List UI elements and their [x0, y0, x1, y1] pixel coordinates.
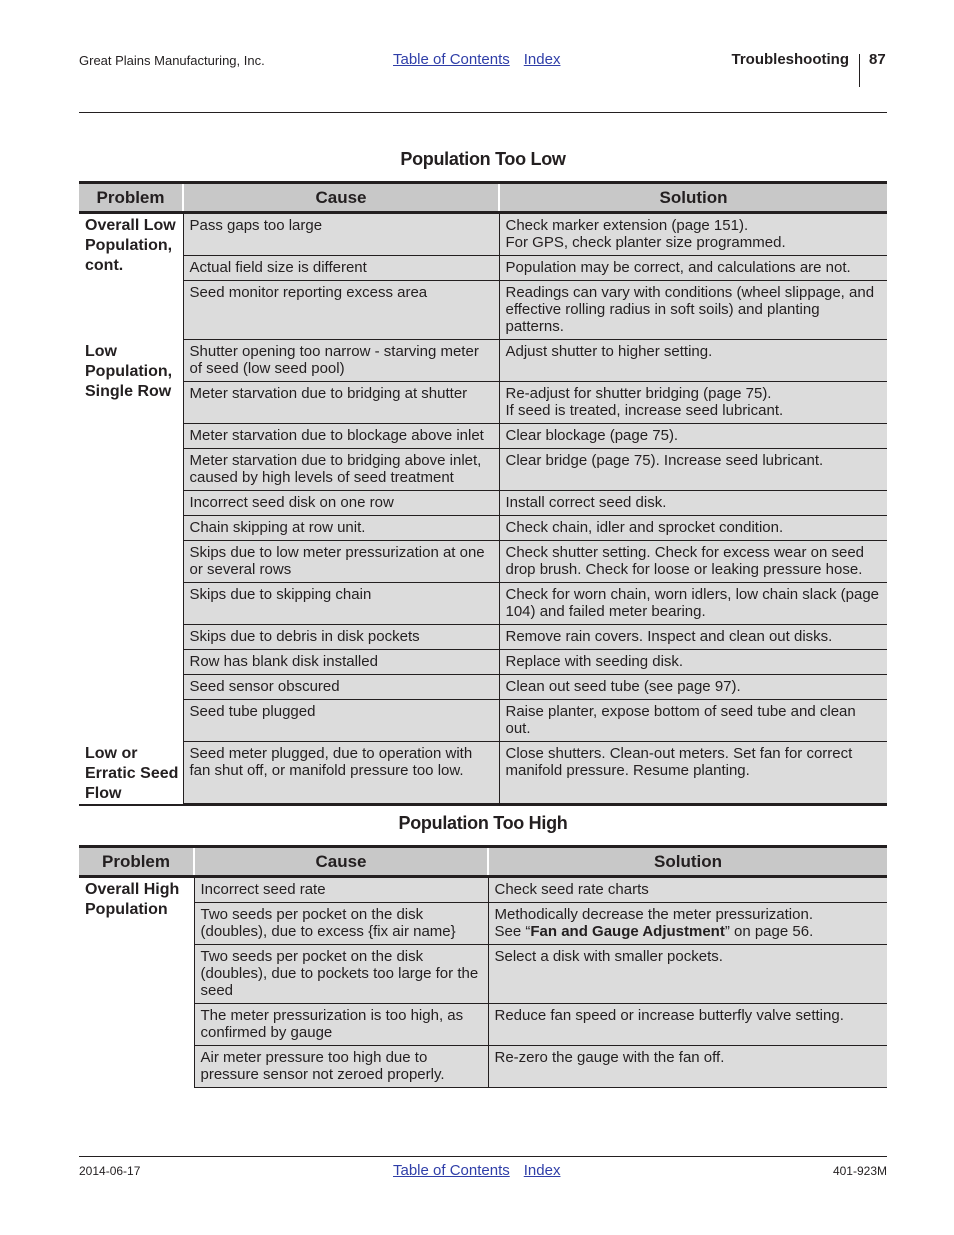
table-row: [79, 516, 887, 541]
index-link[interactable]: Index: [523, 51, 561, 68]
company-name: Great Plains Manufacturing, Inc.: [79, 53, 265, 68]
solution-line: Check chain, idler and sprocket condition.: [505, 519, 784, 536]
solution-line: Readings can vary with conditions (wheel slippage, and effective rolling radius in soft soils) and planting patterns.: [505, 284, 875, 335]
reference-prefix: See “: [494, 923, 531, 940]
header-cause: Cause: [194, 847, 488, 877]
header-solution: Solution: [499, 183, 887, 213]
population-too-low-table: [79, 181, 887, 804]
solution-cell: [499, 340, 887, 382]
solution-cell: [499, 491, 887, 516]
solution-cell: [488, 903, 887, 945]
solution-cell: [499, 700, 887, 742]
reference-suffix: ” on page 56.: [724, 923, 814, 940]
solution-line: If seed is treated, increase seed lubricant.: [505, 402, 784, 419]
table-row: [79, 650, 887, 675]
solution-cell: [488, 945, 887, 1004]
cause-cell: Incorrect seed rate: [194, 877, 488, 903]
table-row: [79, 1004, 887, 1046]
solution-cell: [499, 424, 887, 449]
table-row: [79, 1046, 887, 1088]
solution-cell: [499, 583, 887, 625]
problem-cell: Overall High Population: [79, 877, 194, 1088]
solution-line: Replace with seeding disk.: [505, 653, 684, 670]
solution-line: Select a disk with smaller pockets.: [494, 948, 723, 965]
solution-cell: [499, 650, 887, 675]
solution-cell: [499, 281, 887, 340]
header-nav: [393, 51, 574, 68]
solution-line: Re-adjust for shutter bridging (page 75).: [505, 385, 772, 402]
cause-cell: Skips due to low meter pressurization at one or several rows: [183, 541, 499, 583]
cause-cell: Two seeds per pocket on the disk (doubles), due to pockets too large for the seed: [194, 945, 488, 1004]
table-row: [79, 281, 887, 340]
cause-cell: Seed sensor obscured: [183, 675, 499, 700]
solution-line: Check marker extension (page 151).: [505, 217, 749, 234]
cause-cell: Actual field size is different: [183, 256, 499, 281]
solution-line: Methodically decrease the meter pressurization.: [494, 906, 813, 923]
table-row: [79, 945, 887, 1004]
solution-line: Re-zero the gauge with the fan off.: [494, 1049, 725, 1066]
table-row: [79, 256, 887, 281]
footer-nav: [393, 1162, 574, 1179]
section-title: Troubleshooting: [731, 51, 849, 68]
table-row: [79, 541, 887, 583]
cause-cell: Meter starvation due to bridging above inlet, caused by high levels of seed treatment: [183, 449, 499, 491]
cause-cell: Pass gaps too large: [183, 213, 499, 256]
solution-reference: [495, 923, 883, 940]
table-row: [79, 491, 887, 516]
cause-cell: Meter starvation due to blockage above inlet: [183, 424, 499, 449]
table-row: [79, 340, 887, 382]
solution-cell: [499, 625, 887, 650]
table2-title: Population Too High: [398, 813, 568, 833]
header-problem: Problem: [79, 183, 183, 213]
solution-cell: [499, 742, 887, 804]
header-cause: Cause: [183, 183, 499, 213]
cause-cell: Incorrect seed disk on one row: [183, 491, 499, 516]
cause-cell: Shutter opening too narrow - starving meter of seed (low seed pool): [183, 340, 499, 382]
table-of-contents-link[interactable]: Table of Contents: [393, 51, 510, 68]
solution-cell: [488, 1004, 887, 1046]
document-number: 401-923M: [832, 1164, 887, 1178]
solution-line: Remove rain covers. Inspect and clean out disks.: [505, 628, 833, 645]
solution-cell: [499, 256, 887, 281]
index-link[interactable]: Index: [523, 1162, 561, 1179]
cause-cell: Seed monitor reporting excess area: [183, 281, 499, 340]
cause-cell: Seed meter plugged, due to operation with fan shut off, or manifold pressure too low.: [183, 742, 499, 804]
footer-rule: [79, 1156, 887, 1157]
solution-cell: [499, 675, 887, 700]
solution-line: Clear blockage (page 75).: [505, 427, 679, 444]
header-divider: [859, 54, 860, 87]
solution-line: Clear bridge (page 75). Increase seed lubricant.: [505, 452, 824, 469]
solution-line: Check seed rate charts: [494, 881, 649, 898]
cause-cell: Skips due to debris in disk pockets: [183, 625, 499, 650]
table-row: [79, 742, 887, 804]
solution-line: Check for worn chain, worn idlers, low chain slack (page 104) and failed meter bearing.: [505, 586, 879, 620]
header-solution: Solution: [488, 847, 887, 877]
solution-line: Population may be correct, and calculations are not.: [505, 259, 851, 276]
solution-cell: [488, 1046, 887, 1088]
solution-cell: [499, 516, 887, 541]
table-row: [79, 382, 887, 424]
cause-cell: The meter pressurization is too high, as confirmed by gauge: [194, 1004, 488, 1046]
problem-cell: Low Population, Single Row: [79, 340, 183, 742]
solution-cell: [499, 449, 887, 491]
header-rule: [79, 112, 887, 113]
cause-cell: Two seeds per pocket on the disk (doubles), due to excess {fix air name}: [194, 903, 488, 945]
table-row: [79, 877, 887, 903]
cause-cell: Skips due to skipping chain: [183, 583, 499, 625]
table-row: [79, 583, 887, 625]
cause-cell: Meter starvation due to bridging at shutter: [183, 382, 499, 424]
table-row: [79, 700, 887, 742]
cause-cell: Seed tube plugged: [183, 700, 499, 742]
population-too-high-table: [79, 845, 887, 1088]
solution-line: Reduce fan speed or increase butterfly valve setting.: [494, 1007, 844, 1024]
table1-title: Population Too Low: [400, 149, 566, 169]
solution-line: For GPS, check planter size programmed.: [505, 234, 786, 251]
solution-line: Check shutter setting. Check for excess wear on seed drop brush. Check for loose or leaking pressure hose.: [505, 544, 865, 578]
table-row: [79, 903, 887, 945]
cause-cell: Row has blank disk installed: [183, 650, 499, 675]
table-row: [79, 625, 887, 650]
problem-cell: Overall Low Population, cont.: [79, 213, 183, 340]
table-row: [79, 213, 887, 256]
solution-line: Adjust shutter to higher setting.: [505, 343, 713, 360]
problem-cell: Low or Erratic Seed Flow: [79, 742, 183, 804]
publication-date: 2014-06-17: [79, 1164, 141, 1178]
solution-line: Clean out seed tube (see page 97).: [505, 678, 741, 695]
header-problem: Problem: [79, 847, 194, 877]
table1-bottom-rule: [79, 804, 887, 806]
solution-line: Raise planter, expose bottom of seed tube and clean out.: [505, 703, 856, 737]
solution-cell: [499, 382, 887, 424]
solution-line: Close shutters. Clean-out meters. Set fan for correct manifold pressure. Resume planting.: [505, 745, 853, 779]
table-row: [79, 449, 887, 491]
cause-cell: Chain skipping at row unit.: [183, 516, 499, 541]
solution-cell: [499, 541, 887, 583]
cause-cell: Air meter pressure too high due to pressure sensor not zeroed properly.: [194, 1046, 488, 1088]
table-row: [79, 675, 887, 700]
table-row: [79, 424, 887, 449]
solution-cell: [488, 877, 887, 903]
reference-bold: Fan and Gauge Adjustment: [530, 923, 725, 940]
table-of-contents-link[interactable]: Table of Contents: [393, 1162, 510, 1179]
page-number: 87: [869, 51, 886, 68]
solution-line: Install correct seed disk.: [505, 494, 667, 511]
solution-cell: [499, 213, 887, 256]
